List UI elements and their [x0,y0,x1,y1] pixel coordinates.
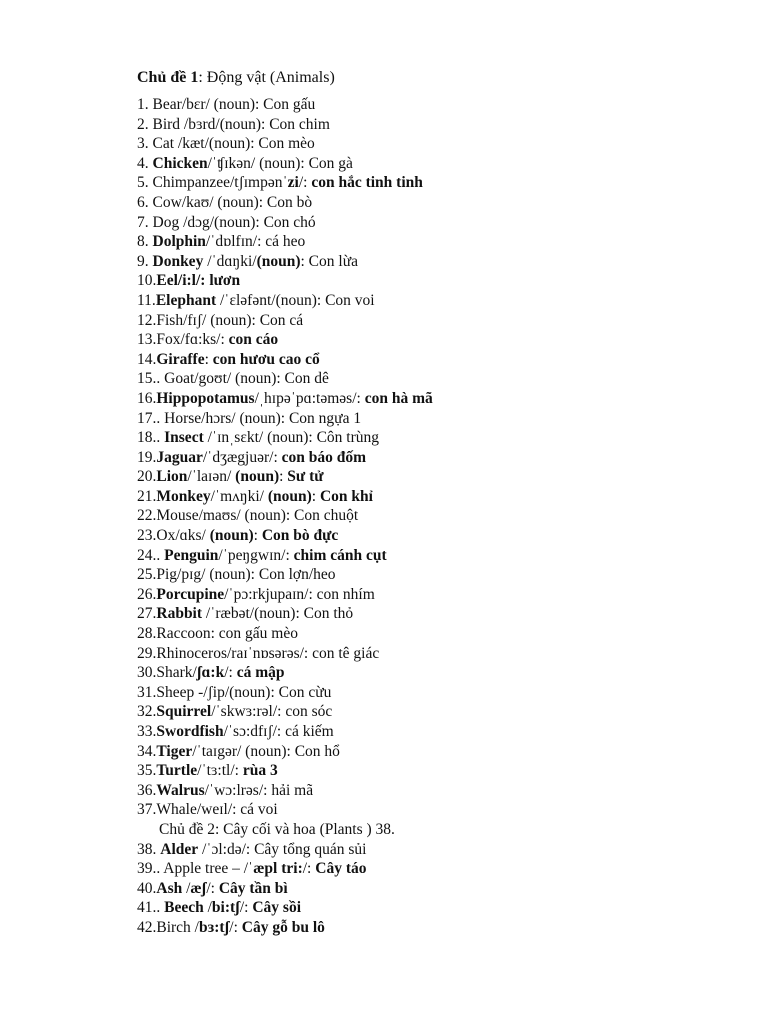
bold-text: Monkey [156,487,211,505]
vocabulary-item [137,154,737,174]
text: 15.. Goat/goʊt/ (noun): Con dê [137,370,329,388]
bold-text: Porcupine [156,585,225,603]
text: 31.Sheep -/ʃip/(noun): Con cừu [137,683,332,701]
text: 16. [137,389,157,407]
text: /ˈtaɪgər/ (noun): Con hổ [192,742,340,760]
vocabulary-item [137,663,737,683]
text: : [204,350,213,368]
vocabulary-item [137,448,737,468]
text: 28.Raccoon: con gấu mèo [137,625,298,643]
text: 14. [137,350,157,368]
vocabulary-item [137,585,737,605]
vocabulary-item [137,800,737,820]
text: 21. [137,487,157,505]
vocabulary-item [137,369,737,389]
vocabulary-item [137,467,737,487]
bold-text: rùa 3 [242,762,278,780]
text: /: [239,899,253,917]
vocabulary-item [137,115,737,135]
text: 5. Chimpanzee/tʃɪmpənˈ [137,174,288,192]
text: /: [302,860,316,878]
bold-text: Sư tử [287,468,324,486]
vocabulary-item [137,95,737,115]
text: : [253,527,262,545]
vocabulary-item [137,232,737,252]
bold-text: bi:tʃ [211,899,240,917]
bold-text: Giraffe [156,350,205,368]
vocabulary-item [137,859,737,879]
text: /ˈɛləfənt/(noun): Con voi [216,291,375,309]
vocabulary-item [137,702,737,722]
vocabulary-item [137,173,737,193]
text: 37.Whale/weɪl/: cá voi [137,801,278,819]
vocabulary-item [137,898,737,918]
text: /ˈʧɪkən/ (noun): Con gà [207,154,353,172]
bold-text: (noun) [235,468,280,486]
bold-text: Turtle [156,762,198,780]
vocabulary-item [137,330,737,350]
text: 42.Birch / [137,918,199,936]
vocabulary-item [137,526,737,546]
text: 9. [137,252,153,270]
text: 35. [137,762,157,780]
text: /ˈskwɜ:rəl/: con sóc [211,703,333,721]
bold-text: zi [287,174,299,192]
vocabulary-item [137,546,737,566]
text: /ˈtɜ:tl/: [197,762,243,780]
bold-text: Cây táo [315,860,367,878]
text: /ˈpɔ:rkjupaɪn/: con nhím [224,585,375,603]
text: / [203,899,212,917]
bold-text: Tiger [156,742,193,760]
text: 22.Mouse/maʊs/ (noun): Con chuột [137,507,359,525]
vocabulary-list [137,95,737,938]
bold-text: cá mập [236,664,285,682]
text: /ˈdʒægjuər/: [202,448,282,466]
text: 24.. [137,546,165,564]
bold-text: (noun) [267,487,312,505]
bold-text: con cáo [228,331,279,349]
vocabulary-item [137,271,737,291]
text: 10. [137,272,157,290]
bold-text: Walrus [156,781,205,799]
topic-1-label: Chủ đề 1 [137,69,199,86]
vocabulary-item [137,487,737,507]
text: /ˌhɪpəˈpɑ:təməs/: [254,389,365,407]
vocabulary-item [137,840,737,860]
text: 25.Pig/pɪg/ (noun): Con lợn/heo [137,566,336,584]
text: /ˈɪnˌsɛkt/ (noun): Côn trùng [203,429,380,447]
vocabulary-item [137,350,737,370]
text: 3. Cat /kæt/(noun): Con mèo [137,135,315,153]
text: /ˈwɔ:lrəs/: hải mã [204,781,314,799]
bold-text: Elephant [155,291,217,309]
vocabulary-item [137,683,737,703]
text: 23.Ox/ɑks/ [137,527,210,545]
bold-text: Chicken [152,154,208,172]
text: 2. Bird /bɜrd/(noun): Con chim [137,115,330,133]
text: : Con lừa [300,252,358,270]
bold-text: Lion [156,468,188,486]
topic-1-heading [137,68,335,88]
vocabulary-item [137,193,737,213]
text: /: [224,664,237,682]
vocabulary-item [137,742,737,762]
bold-text: bɜ:tʃ [199,918,230,936]
bold-text: Rabbit [156,605,203,623]
vocabulary-item [137,213,737,233]
vocabulary-item [137,781,737,801]
text: 41.. [137,899,165,917]
text: 32. [137,703,157,721]
vocabulary-item [137,879,737,899]
bold-text: Beech [164,899,204,917]
bold-text: Cây gỗ bu lô [241,918,325,936]
bold-text: Alder [160,840,199,858]
bold-text: ʃɑ:k [196,664,225,682]
text: 38. [137,840,161,858]
bold-text: Con khỉ [319,487,373,505]
text: /: [206,879,219,897]
text: 11. [137,291,156,309]
bold-text: Cây sồi [252,899,302,917]
text: 34. [137,742,157,760]
vocabulary-item [137,389,737,409]
text: /ˈpeŋgwɪn/: [218,546,294,564]
text: 18.. [137,429,165,447]
text: : [279,468,288,486]
text: 30.Shark/ [137,664,197,682]
bold-text: Squirrel [156,703,212,721]
vocabulary-item [137,604,737,624]
text: /: [229,918,242,936]
vocabulary-item [137,311,737,331]
text: 26. [137,585,157,603]
vocabulary-item [137,409,737,429]
text: 19. [137,448,157,466]
bold-text: Con bò đực [261,527,339,545]
bold-text: Dolphin [152,233,206,251]
vocabulary-item [137,428,737,448]
bold-text: con hươu cao cổ [212,350,320,368]
bold-text: Insect [164,429,204,447]
vocabulary-item [137,722,737,742]
text: 20. [137,468,157,486]
text: 33. [137,723,157,740]
vocabulary-item [137,624,737,644]
vocabulary-item [137,134,737,154]
text: 4. [137,154,153,172]
text: /ˈdɒlfɪn/: cá heo [205,233,306,251]
topic-1-title: : Động vật (Animals) [198,69,335,86]
bold-text: Jaguar [156,448,203,466]
vocabulary-item [137,506,737,526]
vocabulary-item [137,761,737,781]
text: 27. [137,605,157,623]
text: 8. [137,233,153,251]
vocabulary-item [137,644,737,664]
text: 36. [137,781,157,799]
vocabulary-item [137,252,737,272]
bold-text: chim cánh cụt [293,546,387,564]
bold-text: Hippopotamus [156,389,255,407]
bold-text: Eel/i:l/: lươn [156,272,241,290]
text: /ˈsɔ:dfɪʃ/: cá kiếm [223,723,334,740]
bold-text: con hà mã [364,389,433,407]
text: / [182,879,191,897]
bold-text: Ash [156,879,183,897]
text: 1. Bear/bɛr/ (noun): Con gấu [137,96,316,113]
bold-text: Cây tần bì [218,879,288,897]
topic-2-heading [137,820,737,840]
text: 40. [137,879,157,897]
text: 7. Dog /dɔg/(noun): Con chó [137,213,316,231]
text: /ˈɔl:də/: Cây tổng quán sủi [198,840,367,858]
text: 6. Cow/kaʊ/ (noun): Con bò [137,193,313,211]
text: 39.. Apple tree – /ˈ [137,860,254,878]
bold-text: con hắc tinh tinh [311,174,423,192]
text: Chủ đề 2: Cây cối và hoa (Plants ) 38. [159,820,395,838]
text: 13.Fox/fɑ:ks/: [137,331,229,349]
bold-text: con báo đốm [281,448,367,466]
bold-text: Swordfish [156,723,224,740]
bold-text: Donkey [152,252,204,270]
text: /ˈlaɪən/ [187,468,236,486]
vocabulary-item [137,565,737,585]
text: : [311,487,320,505]
bold-text: æʃ [190,879,207,897]
text: 17.. Horse/hɔrs/ (noun): Con ngựa 1 [137,409,362,427]
text: /: [298,174,312,192]
text: /ˈdɑŋki/ [203,252,257,270]
bold-text: æpl tri: [253,860,303,878]
vocabulary-item [137,291,737,311]
text: /ˈmʌŋki/ [210,487,268,505]
bold-text: (noun) [209,527,254,545]
text: /ˈræbət/(noun): Con thỏ [202,605,354,623]
text: 12.Fish/fɪʃ/ (noun): Con cá [137,311,304,329]
bold-text: (noun) [256,252,301,270]
vocabulary-item [137,918,737,938]
text: 29.Rhinoceros/raɪˈnɒsərəs/: con tê giác [137,644,380,662]
bold-text: Penguin [164,546,219,564]
